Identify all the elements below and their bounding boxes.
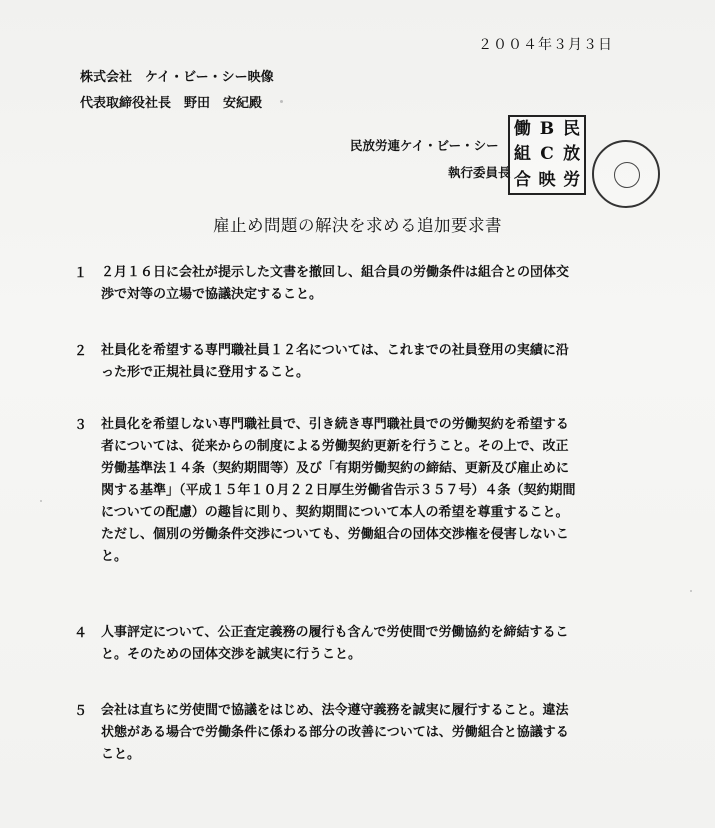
demand-item <box>74 262 614 306</box>
stamp-char: B <box>539 119 555 139</box>
item-line: こと。 <box>101 747 141 762</box>
stamp-char: 組 <box>513 144 531 165</box>
item-text <box>101 340 614 384</box>
stamp-char: C <box>540 144 554 165</box>
stamp-char: 民 <box>563 119 581 139</box>
item-line: と。 <box>101 549 128 564</box>
item-line: 会社は直ちに労使間で協議をはじめ、法令遵守義務を誠実に履行すること。違法 <box>101 703 569 718</box>
item-line: 社員化を希望する専門職社員１２名については、これまでの社員登用の実績に沿 <box>101 343 569 358</box>
item-line: 労働基準法１４条（契約期間等）及び「有期労働契約の締結、更新及び雇止めに <box>101 461 570 476</box>
scan-speck <box>40 500 42 502</box>
item-line: 者については、従来からの制度による労働契約更新を行うこと。その上で、改正 <box>101 439 569 454</box>
scan-speck <box>690 590 692 592</box>
item-number: ４ <box>74 626 88 641</box>
addressee-company: 株式会社 ケイ・ビー・シー映像 <box>80 70 274 85</box>
stamp-char: 労 <box>563 169 581 190</box>
item-line: 関する基準」（平成１５年１０月２２日厚生労働省告示３５７号）４条（契約期間 <box>101 483 576 498</box>
sender-title: 執行委員長 <box>448 165 511 180</box>
demand-item <box>74 414 614 568</box>
item-line: 状態がある場合で労働条件に係わる部分の改善については、労働組合と協議する <box>101 725 569 740</box>
addressee-person: 代表取締役社長 野田 安紀殿 <box>80 96 263 111</box>
item-line: 人事評定について、公正査定義務の履行も含んで労使間で労働協約を締結するこ <box>101 625 569 640</box>
item-number: １ <box>74 266 88 281</box>
sender-organization: 民放労連ケイ・ビー・シー <box>350 138 499 153</box>
item-line: 社員化を希望しない専門職社員で、引き続き専門職社員での労働契約を希望する <box>101 417 569 432</box>
item-text <box>101 414 614 568</box>
item-text <box>101 700 614 766</box>
demand-item <box>74 340 614 384</box>
item-number: ５ <box>74 704 88 719</box>
stamp-char: 映 <box>538 169 556 190</box>
item-number: ３ <box>74 418 88 433</box>
item-line: ２月１６日に会社が提示した文書を撤回し、組合員の労働条件は組合との団体交 <box>101 265 570 280</box>
item-line: った形で正規社員に登用すること。 <box>101 365 310 380</box>
document-date: ２００４年３月３日 <box>478 37 613 53</box>
demand-item <box>74 700 614 766</box>
item-line: についての配慮）の趣旨に則り、契約期間について本人の希望を尊重すること。 <box>101 505 569 520</box>
stamp-char: 働 <box>513 119 531 139</box>
item-line: ただし、個別の労働条件交渉についても、労働組合の団体交渉権を侵害しないこ <box>101 527 569 542</box>
item-line: と。そのための団体交渉を誠実に行うこと。 <box>101 647 362 662</box>
scan-speck <box>280 100 283 103</box>
stamp-char: 放 <box>563 144 581 165</box>
demand-item <box>74 622 614 666</box>
item-line: 渉で対等の立場で協議決定すること。 <box>101 287 323 302</box>
union-seal-stamp <box>508 115 586 195</box>
item-number: ２ <box>74 344 88 359</box>
document-title: 雇止め問題の解決を求める追加要求書 <box>213 216 502 235</box>
stamp-char: 合 <box>513 169 531 190</box>
round-seal-stamp <box>592 140 660 208</box>
item-text <box>101 622 614 666</box>
item-text <box>101 262 614 306</box>
